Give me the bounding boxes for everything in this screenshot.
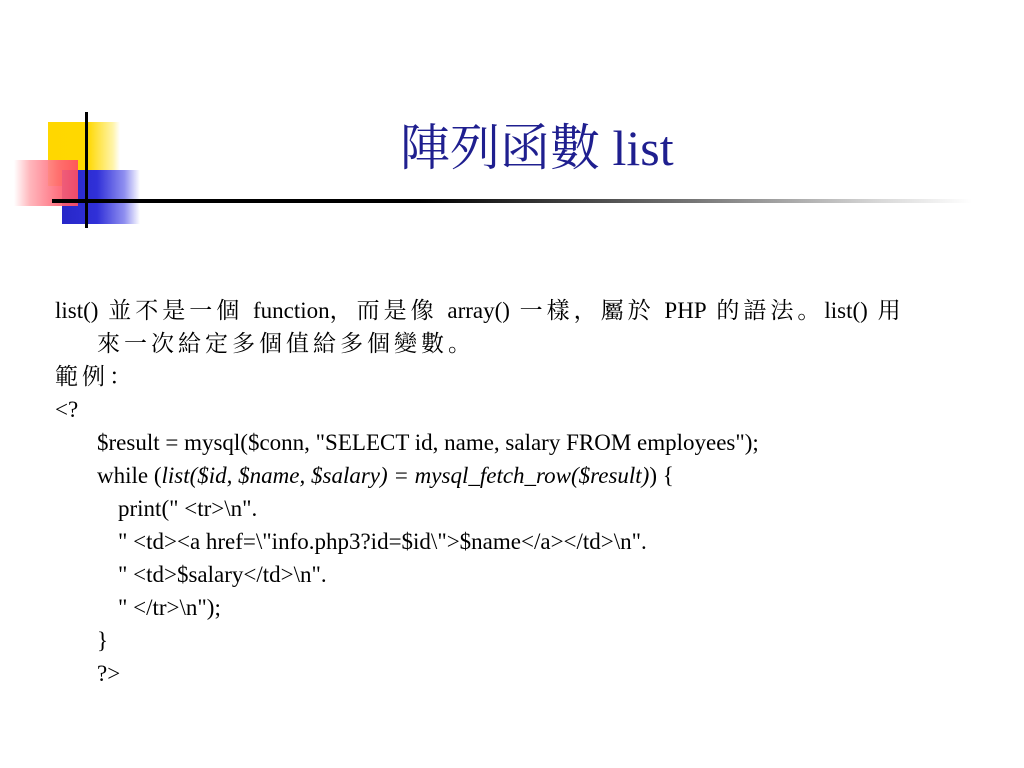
text-segment: 一樣，屬於 bbox=[509, 298, 665, 323]
code-result-line: $result = mysql($conn, "SELECT id, name, salary FROM employees"); bbox=[97, 430, 759, 455]
text-segment: 的語法。 bbox=[706, 298, 825, 323]
code-while-suffix: ) { bbox=[649, 463, 674, 488]
text-function: function bbox=[252, 298, 330, 323]
text-list-fn: list() bbox=[55, 298, 99, 323]
slide-title: 陣列函數 list bbox=[400, 120, 674, 176]
code-print-line: print(" <tr>\n". bbox=[118, 496, 258, 521]
code-td-salary-line: " <td>$salary</td>\n". bbox=[118, 562, 327, 587]
example-label: 範例： bbox=[55, 364, 136, 389]
logo-vertical-rule bbox=[85, 112, 88, 228]
title-underline-rule bbox=[52, 199, 972, 203]
code-open-tag: <? bbox=[55, 397, 79, 422]
code-tr-close-line: " </tr>\n"); bbox=[118, 595, 221, 620]
code-td-link-line: " <td><a href=\"info.php3?id=$id\">$name</a></td>\n". bbox=[118, 529, 647, 554]
slide-body bbox=[55, 294, 985, 690]
text-segment: 用 bbox=[867, 298, 905, 323]
text-php: PHP bbox=[664, 298, 707, 323]
text-array-fn: array() bbox=[447, 298, 510, 323]
code-close-brace: } bbox=[97, 628, 109, 653]
paragraph-line-2: 來一次給定多個值給多個變數。 bbox=[97, 331, 475, 356]
code-while-line bbox=[55, 459, 985, 492]
text-segment: 並不是一個 bbox=[98, 298, 253, 323]
paragraph-line-1 bbox=[55, 294, 985, 327]
text-segment: ，而是像 bbox=[329, 298, 448, 323]
code-while-condition: list($id, $name, $salary) = mysql_fetch_row($result) bbox=[161, 463, 650, 488]
code-while-prefix: while ( bbox=[97, 463, 162, 488]
text-list-fn: list() bbox=[824, 298, 868, 323]
code-close-tag: ?> bbox=[97, 661, 121, 686]
